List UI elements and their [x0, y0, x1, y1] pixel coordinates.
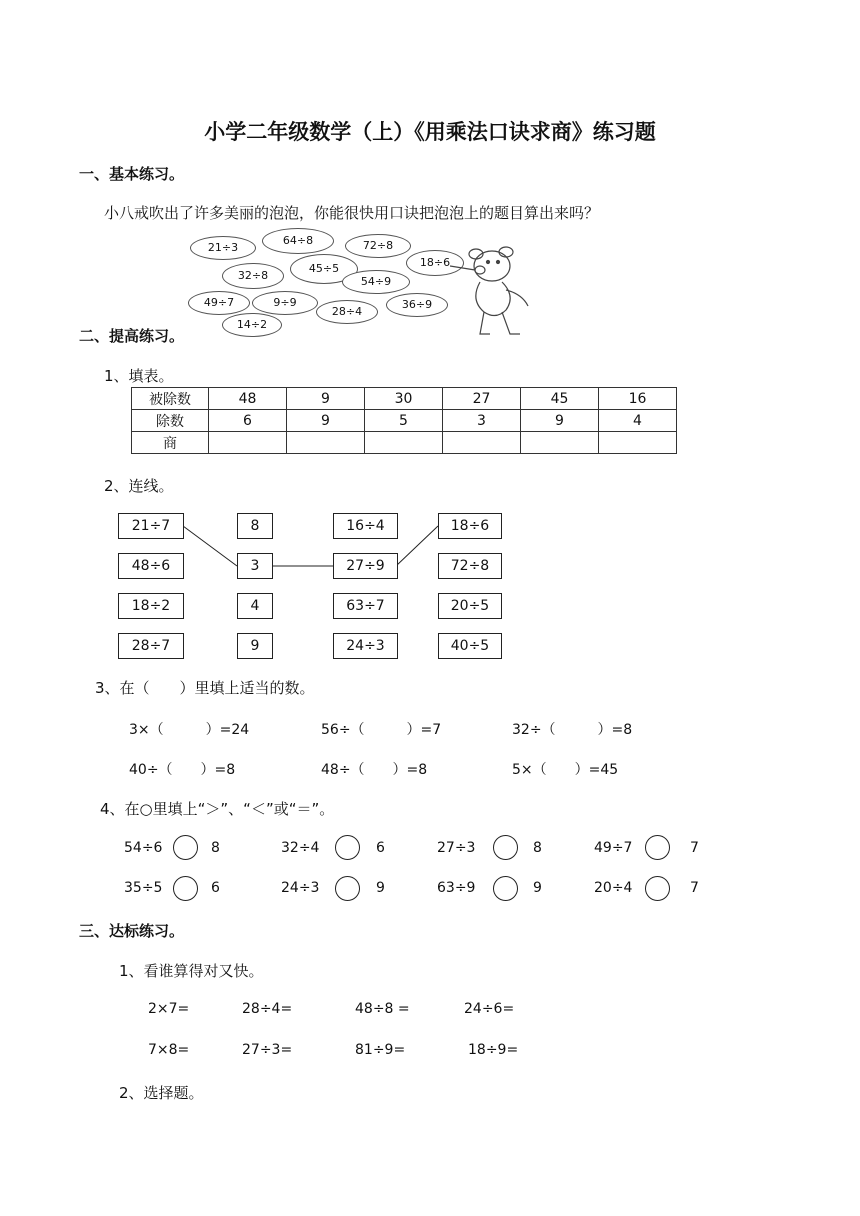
bubble: 9÷9: [252, 291, 318, 315]
compare-left: 20÷4: [594, 880, 633, 896]
bubble: 21÷3: [190, 236, 256, 260]
calc-item[interactable]: 81÷9=: [355, 1042, 406, 1058]
compare-right: 6: [211, 880, 220, 896]
table-cell: 9: [287, 388, 365, 410]
table-cell: 4: [599, 410, 677, 432]
match-box[interactable]: 27÷9: [333, 553, 398, 579]
calc-item[interactable]: 27÷3=: [242, 1042, 293, 1058]
compare-right: 9: [533, 880, 542, 896]
match-box[interactable]: 4: [237, 593, 273, 619]
section-1-heading: 一、基本练习。: [79, 165, 185, 183]
compare-left: 49÷7: [594, 840, 633, 856]
table-cell: 3: [443, 410, 521, 432]
table-cell: 6: [209, 410, 287, 432]
compare-circle[interactable]: [335, 835, 360, 860]
section-2-heading: 二、提高练习。: [79, 327, 185, 345]
row-header: 被除数: [132, 388, 209, 410]
match-box[interactable]: 63÷7: [333, 593, 398, 619]
bubble: 14÷2: [222, 313, 282, 337]
table-cell: 16: [599, 388, 677, 410]
match-box[interactable]: 40÷5: [438, 633, 502, 659]
fill-in-item[interactable]: 3×（ ）=24: [129, 722, 250, 738]
bubble: 54÷9: [342, 270, 410, 294]
table-cell: 45: [521, 388, 599, 410]
calc-item[interactable]: 24÷6=: [464, 1001, 515, 1017]
calc-item[interactable]: 18÷9=: [468, 1042, 519, 1058]
q1-label: 1、填表。: [104, 367, 174, 385]
compare-circle[interactable]: [335, 876, 360, 901]
table-cell: 30: [365, 388, 443, 410]
calc-item[interactable]: 2×7=: [148, 1001, 190, 1017]
compare-circle[interactable]: [645, 876, 670, 901]
table-cell: 27: [443, 388, 521, 410]
compare-right: 7: [690, 840, 699, 856]
q3-label: 3、在（ ）里填上适当的数。: [95, 679, 315, 697]
calc-item[interactable]: 7×8=: [148, 1042, 190, 1058]
calc-item[interactable]: 48÷8 =: [355, 1001, 410, 1017]
compare-circle[interactable]: [493, 835, 518, 860]
compare-right: 8: [533, 840, 542, 856]
row-header: 商: [132, 432, 209, 454]
page-title: 小学二年级数学（上）《用乘法口诀求商》练习题: [204, 120, 656, 144]
bubble: 32÷8: [222, 263, 284, 289]
q2-label: 2、连线。: [104, 477, 174, 495]
compare-right: 7: [690, 880, 699, 896]
match-box[interactable]: 72÷8: [438, 553, 502, 579]
table-cell: 5: [365, 410, 443, 432]
s3-q1-label: 1、看谁算得对又快。: [119, 962, 264, 980]
calc-item[interactable]: 28÷4=: [242, 1001, 293, 1017]
bubble: 28÷4: [316, 300, 378, 324]
compare-left: 63÷9: [437, 880, 476, 896]
compare-circle[interactable]: [493, 876, 518, 901]
match-box[interactable]: 16÷4: [333, 513, 398, 539]
fill-in-item[interactable]: 56÷（ ）=7: [321, 722, 442, 738]
table-cell: 9: [287, 410, 365, 432]
fill-in-item[interactable]: 40÷（ ）=8: [129, 762, 236, 778]
match-box[interactable]: 20÷5: [438, 593, 502, 619]
fill-in-item[interactable]: 5×（ ）=45: [512, 762, 619, 778]
match-box[interactable]: 18÷6: [438, 513, 502, 539]
match-box[interactable]: 21÷7: [118, 513, 184, 539]
q4-label: 4、在○里填上“＞”、“＜”或“＝”。: [100, 800, 335, 818]
match-box[interactable]: 28÷7: [118, 633, 184, 659]
compare-right: 8: [211, 840, 220, 856]
bubble: 49÷7: [188, 291, 250, 315]
table-cell: 9: [521, 410, 599, 432]
match-box[interactable]: 24÷3: [333, 633, 398, 659]
s3-q2-label: 2、选择题。: [119, 1084, 204, 1102]
bubble: 36÷9: [386, 293, 448, 317]
compare-right: 9: [376, 880, 385, 896]
table-cell: 48: [209, 388, 287, 410]
match-box[interactable]: 8: [237, 513, 273, 539]
match-box[interactable]: 3: [237, 553, 273, 579]
compare-left: 35÷5: [124, 880, 163, 896]
compare-left: 54÷6: [124, 840, 163, 856]
fill-in-item[interactable]: 48÷（ ）=8: [321, 762, 428, 778]
match-box[interactable]: 9: [237, 633, 273, 659]
bubble: 72÷8: [345, 234, 411, 258]
compare-circle[interactable]: [645, 835, 670, 860]
section-1-intro: 小八戒吹出了许多美丽的泡泡，你能很快用口诀把泡泡上的题目算出来吗？: [104, 204, 600, 222]
compare-circle[interactable]: [173, 876, 198, 901]
compare-left: 24÷3: [281, 880, 320, 896]
compare-circle[interactable]: [173, 835, 198, 860]
fill-in-item[interactable]: 32÷（ ）=8: [512, 722, 633, 738]
compare-left: 32÷4: [281, 840, 320, 856]
match-line: [183, 526, 237, 566]
bubble: 45÷5: [290, 254, 358, 284]
compare-right: 6: [376, 840, 385, 856]
row-header: 除数: [132, 410, 209, 432]
match-line: [396, 526, 438, 566]
match-box[interactable]: 48÷6: [118, 553, 184, 579]
bubble: 18÷6: [406, 250, 464, 276]
bubble: 64÷8: [262, 228, 334, 254]
section-3-heading: 三、达标练习。: [79, 922, 185, 940]
compare-left: 27÷3: [437, 840, 476, 856]
match-box[interactable]: 18÷2: [118, 593, 184, 619]
